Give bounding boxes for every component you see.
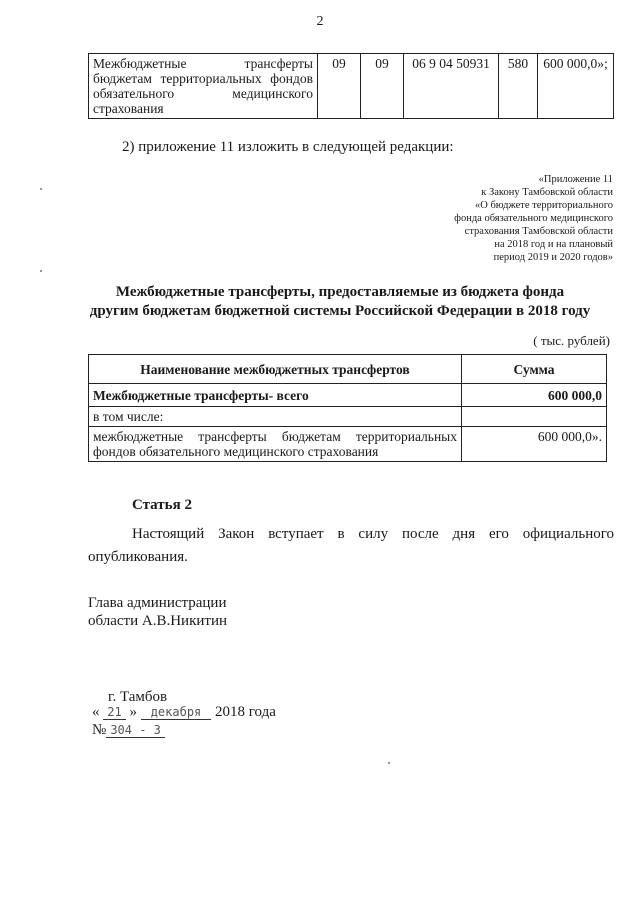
page-number: 2 <box>316 14 324 29</box>
date-close-quote: » <box>129 704 137 720</box>
scan-speck <box>40 270 42 272</box>
number-line <box>92 722 165 739</box>
appendix-line: на 2018 год и на плановый <box>494 239 613 250</box>
units-label: ( тыс. рублей) <box>533 333 610 348</box>
signature-name: области А.В.Никитин <box>88 613 228 629</box>
empty-cell <box>462 407 607 427</box>
appendix-line: страхования Тамбовской области <box>464 226 613 237</box>
total-sum: 600 000,0 <box>462 384 607 407</box>
signature-block <box>88 594 227 630</box>
article-text: Настоящий Закон вступает в силу после дня его официального опубликования. <box>88 526 614 565</box>
table-total-row <box>89 384 607 407</box>
law-number: 304 - 3 <box>106 723 165 738</box>
date-open-quote: « <box>92 704 100 720</box>
scan-speck <box>388 762 390 764</box>
date-day: 21 <box>103 705 125 720</box>
point-2-text: 2) приложение 11 изложить в следующей редакции: <box>122 139 454 155</box>
signature-title: Глава администрации <box>88 595 227 611</box>
appendix-line: к Закону Тамбовской области <box>481 187 613 198</box>
appendix-line: фонда обязательного медицинского <box>454 213 613 224</box>
title-line-1: Межбюджетные трансферты, предоставляемые из бюджета фонда <box>115 284 565 300</box>
budget-table-continued <box>88 53 614 119</box>
number-prefix: № <box>92 722 107 738</box>
appendix-line: «О бюджете территориального <box>475 200 613 211</box>
scan-speck <box>40 188 42 190</box>
date-month: декабря <box>141 705 212 720</box>
total-name: Межбюджетные трансферты- всего <box>89 384 462 407</box>
header-sum: Сумма <box>462 355 607 384</box>
row-subsection: 09 <box>361 54 404 119</box>
including-label: в том числе: <box>89 407 462 427</box>
appendix-line: период 2019 и 2020 годов» <box>493 252 613 263</box>
transfers-table <box>88 354 607 462</box>
table-row <box>89 427 607 462</box>
appendix-header <box>353 173 613 264</box>
row-amount: 600 000,0»; <box>538 54 614 119</box>
title-line-2: другим бюджетам бюджетной системы Российской Федерации в 2018 году <box>89 303 591 319</box>
row-sum: 600 000,0». <box>462 427 607 462</box>
row-name: Межбюджетные трансферты бюджетам территориальных фондов обязательного медицинского страхования <box>89 54 318 119</box>
table-row <box>89 407 607 427</box>
date-year: 2018 года <box>215 704 276 720</box>
appendix-line: «Приложение 11 <box>538 174 613 185</box>
city-label: г. Тамбов <box>108 689 168 705</box>
table-row <box>89 54 614 119</box>
document-title <box>60 283 620 321</box>
date-line <box>92 704 276 721</box>
table-header-row <box>89 355 607 384</box>
header-name: Наименование межбюджетных трансфертов <box>89 355 462 384</box>
row-name: межбюджетные трансферты бюджетам территориальных фондов обязательного медицинского страхования <box>89 427 462 462</box>
row-target-article: 06 9 04 50931 <box>404 54 499 119</box>
article-heading: Статья 2 <box>132 497 192 513</box>
row-section: 09 <box>318 54 361 119</box>
row-expense-type: 580 <box>499 54 538 119</box>
